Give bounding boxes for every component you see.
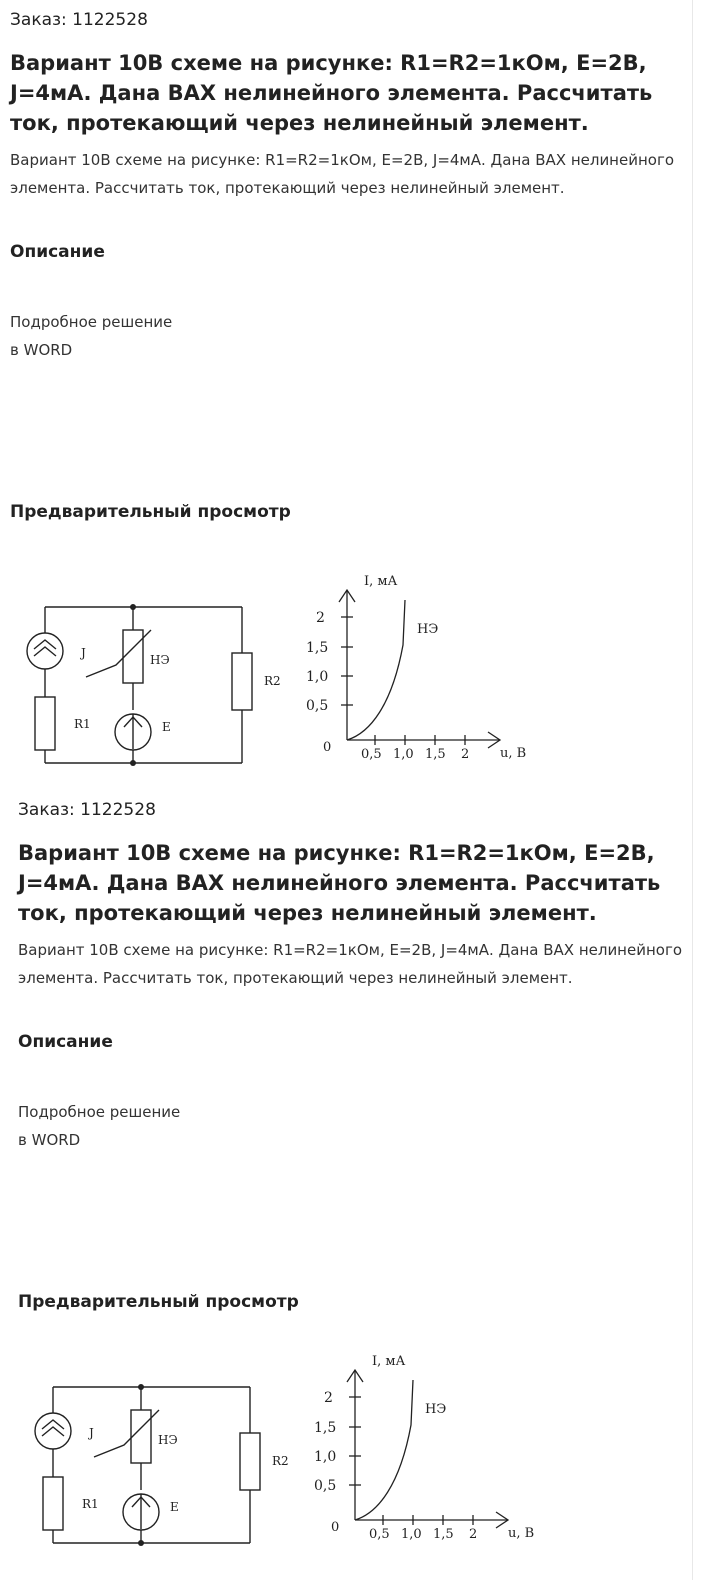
vac-curve [347,600,405,740]
label-j: J [81,646,86,660]
graph-x-label: u, В [500,746,527,761]
preview-image [28,1345,548,1550]
x-tick-label: 2 [469,1527,478,1542]
nonlinear-element [131,1410,151,1463]
x-tick-label: 1,5 [433,1527,454,1542]
y-tick-label: 1,5 [314,1420,337,1436]
vac-graph-labels [306,574,526,762]
graph-y-label: I, мА [372,1354,406,1369]
label-e: E [170,1500,179,1514]
description-body [18,1098,180,1154]
y-tick-label: 1,0 [314,1449,337,1465]
graph-curve-label: НЭ [417,622,439,637]
label-nonlinear: НЭ [158,1433,178,1447]
vac-curve [355,1380,413,1520]
resistor-r1 [43,1477,63,1530]
page-right-border [692,0,693,1580]
description-heading: Описание [10,242,105,262]
product-title: Вариант 10В схеме на рисунке: R1=R2=1кОм, E=2B, J=4мА. Дана ВАХ нелинейного элемента. Рассчитать ток, протекающий через нелинейный элемент. [18,841,661,925]
y-tick-label: 2 [316,610,325,626]
circuit-and-vac-figure [28,1345,548,1550]
order-number: Заказ: 1122528 [10,10,148,30]
y-tick-label: 0,5 [306,698,329,714]
graph-x-label: u, В [508,1526,535,1541]
description-body [10,308,172,364]
x-tick-label: 0,5 [369,1527,390,1542]
label-r2: R2 [264,674,281,688]
description-heading: Описание [18,1032,113,1052]
label-j: J [89,1426,94,1440]
product-title: Вариант 10В схеме на рисунке: R1=R2=1кОм, E=2B, J=4мА. Дана ВАХ нелинейного элемента. Рассчитать ток, протекающий через нелинейный элемент. [10,51,653,135]
graph-curve-label: НЭ [425,1402,447,1417]
y-tick-label: 1,0 [306,669,329,685]
order-number: Заказ: 1122528 [18,800,156,820]
description-line: в WORD [18,1131,81,1149]
vac-graph-axes [339,590,500,748]
current-source-j [27,633,63,669]
description-line: Подробное решение [18,1103,181,1121]
vac-graph-axes [347,1370,508,1528]
y-tick-label: 0,5 [314,1478,337,1494]
circuit-diagram [27,607,252,763]
vac-graph-labels [314,1354,534,1542]
graph-origin: 0 [323,740,332,755]
resistor-r2 [240,1433,260,1490]
current-source-j [35,1413,71,1449]
resistor-r1 [35,697,55,750]
x-tick-label: 0,5 [361,747,382,762]
circuit-and-vac-figure [20,565,540,770]
label-nonlinear: НЭ [150,653,170,667]
graph-y-label: I, мА [364,574,398,589]
label-r2: R2 [272,1454,289,1468]
circuit-diagram [35,1387,260,1543]
label-r1: R1 [74,717,91,731]
x-tick-label: 1,0 [393,747,414,762]
x-tick-label: 1,0 [401,1527,422,1542]
preview-image [20,565,540,770]
label-e: E [162,720,171,734]
short-description: Вариант 10В схеме на рисунке: R1=R2=1кОм, E=2B, J=4мА. Дана ВАХ нелинейного элемента. Рассчитать ток, протекающий через нелинейный элемент. [18,941,683,987]
preview-heading: Предварительный просмотр [18,1292,299,1312]
y-tick-label: 2 [324,1390,333,1406]
y-tick-label: 1,5 [306,640,329,656]
preview-heading: Предварительный просмотр [10,502,291,522]
nonlinear-element [123,630,143,683]
x-tick-label: 2 [461,747,470,762]
label-r1: R1 [82,1497,99,1511]
resistor-r2 [232,653,252,710]
description-line: в WORD [10,341,73,359]
short-description: Вариант 10В схеме на рисунке: R1=R2=1кОм, E=2B, J=4мА. Дана ВАХ нелинейного элемента. Рассчитать ток, протекающий через нелинейный элемент. [10,151,675,197]
x-tick-label: 1,5 [425,747,446,762]
description-line: Подробное решение [10,313,173,331]
graph-origin: 0 [331,1520,340,1535]
